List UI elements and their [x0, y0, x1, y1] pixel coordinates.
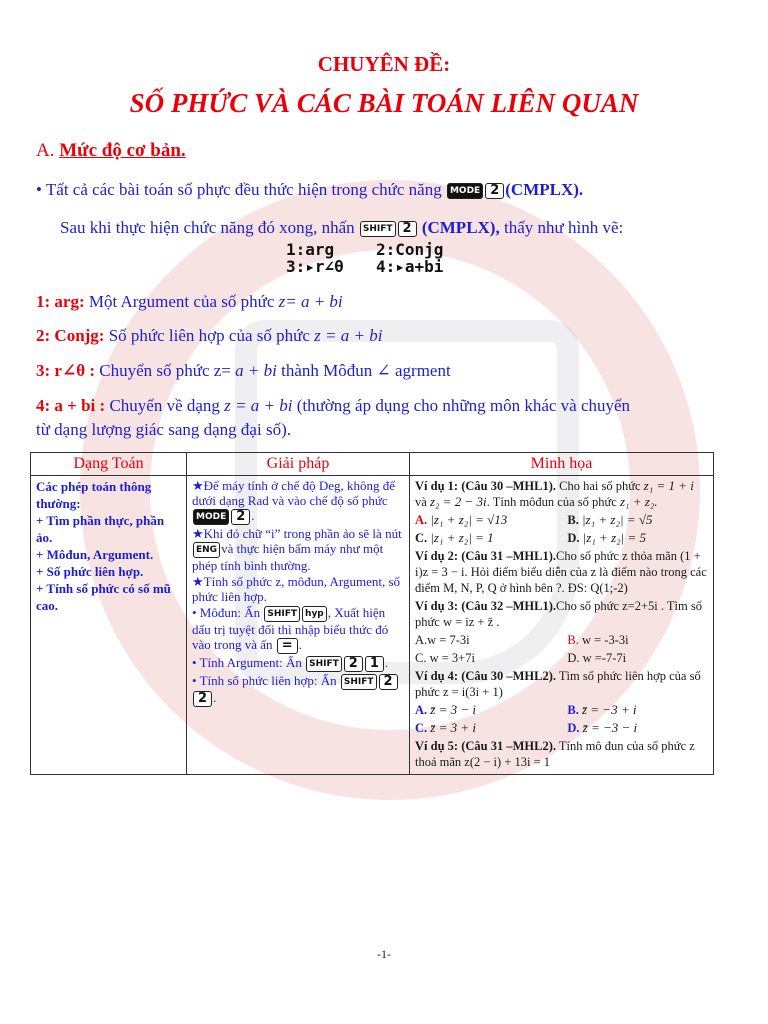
key-2-icon: 2 — [344, 656, 363, 672]
solution-step: • Môđun: Ấn SHIFT hyp , Xuất hiện dấu trị tuyệt đối thì nhập biểu thức đó vào trong và ấn = . — [192, 605, 389, 654]
key-1-icon: 1 — [365, 656, 384, 672]
example-3: Ví dụ 3: (Câu 32 –MHL1).Cho số phức z=2+5i . Tìm số phức w = iz + z̄ . — [415, 599, 702, 629]
example-5: Ví dụ 5: (Câu 31 –MHL2). Tính mô đun của số phức z thoả mãn z(2 − i) + 13i = 1 — [415, 739, 695, 769]
shift-key-icon: SHIFT — [360, 221, 396, 237]
key-2-icon: 2 — [193, 691, 212, 707]
def-conjg: 2: Conjg: Số phức liên hợp của số phức z = a + bi — [36, 326, 383, 345]
equals-key-icon: = — [277, 638, 298, 654]
examples-cell — [410, 476, 714, 775]
example-1-options-cd: C. |z₁ + z₂| = 1 D. |z₁ + z₂| = 5 — [415, 530, 647, 545]
example-2: Ví dụ 2: (Câu 31 –MHL1).Cho số phức z thỏa mãn (1 + i)z = 3 − i. Hỏi điểm biểu diễn của z là điểm nào trong các điểm M, N, P, Q ở hình bên ?. ĐS: Q(1;-2) — [415, 549, 707, 595]
method-table — [30, 452, 714, 775]
key-2-icon: 2 — [231, 509, 250, 525]
problem-type: + Tìm phần thực, phần ảo. — [36, 513, 165, 545]
example-3-options-ab: A.w = 7-3i B. w = -3-3i — [415, 633, 629, 647]
hyp-key-icon: hyp — [302, 606, 327, 622]
eng-key-icon: ENG — [193, 542, 220, 558]
section-heading: A. Mức độ cơ bản. — [36, 140, 186, 161]
intro-line-2: Sau khi thực hiện chức năng đó xong, nhấn SHIFT 2 (CMPLX), thấy như hình vẽ: — [60, 218, 624, 237]
intro-line-1: • Tất cả các bài toán số phực đều thức hiện trong chức năng MODE 2 (CMPLX). — [36, 180, 584, 199]
header-example: Minh họa — [410, 453, 714, 476]
example-1-options-ab: A. |z₁ + z₂| = √13 B. |z₁ + z₂| = √5 — [415, 512, 653, 527]
topic-heading: CHUYÊN ĐỀ: — [317, 52, 451, 76]
mode-key-icon: MODE — [193, 509, 229, 525]
shift-key-icon: SHIFT — [264, 606, 300, 622]
problem-type: + Tính số phức có số mũ cao. — [36, 581, 171, 613]
solution-step: ★Khi đó chữ “i” trong phần ảo sẽ là nút ENG và thực hiện bấm máy như một phép tính bình thường. — [192, 526, 402, 574]
page-title: SỐ PHỨC VÀ CÁC BÀI TOÁN LIÊN QUAN — [129, 88, 639, 118]
problem-type: Các phép toán thông thường: — [36, 479, 152, 511]
calculator-screen: 1:arg 2:Conjg 3:▸r∠θ 4:▸a+bi — [286, 240, 444, 276]
example-4-options-cd: C. z̄ = 3 + i D. z̄ = −3 − i — [415, 720, 638, 735]
page-number: -1- — [377, 947, 391, 961]
problem-type: + Số phức liên hợp. — [36, 564, 144, 579]
solution-step: • Tính số phức liên hợp: Ấn SHIFT 22 . — [192, 673, 404, 707]
def-algebraic: 4: a + bi : Chuyển về dạng z = a + bi (thường áp dụng cho những môn khác và chuyển — [36, 396, 631, 415]
shift-key-icon: SHIFT — [341, 674, 377, 690]
key-2-icon: 2 — [485, 183, 504, 199]
mode-key-icon: MODE — [447, 183, 483, 199]
header-solution: Giải pháp — [187, 453, 410, 476]
problem-types-cell — [31, 476, 187, 775]
example-4-options-ab: A. z̄ = 3 − i B. z̄ = −3 + i — [415, 702, 637, 717]
solution-step: ★Để máy tính ở chế độ Deg, không để dưới dạng Rad và vào chế độ số phức MODE 2 . — [192, 478, 396, 525]
key-2-icon: 2 — [379, 674, 398, 690]
header-problem-type: Dạng Toán — [31, 453, 187, 476]
solution-step: • Tính Argument: Ấn SHIFT 2 1 . — [192, 655, 389, 672]
def-algebraic-cont: từ dạng lượng giác sang dạng đại số). — [36, 420, 291, 439]
solution-step: ★Tính số phức z, môđun, Argument, số phức liên hợp. — [192, 574, 401, 605]
problem-type: + Môđun, Argument. — [36, 547, 154, 562]
example-4: Ví dụ 4: (Câu 30 –MHL2). Tìm số phức liên hợp của số phức z = i(3i + 1) — [415, 669, 701, 699]
def-polar: 3: r∠θ : Chuyển số phức z= a + bi thành Môđun ∠ agrment — [36, 361, 451, 380]
key-2-icon: 2 — [398, 221, 417, 237]
solutions-cell — [187, 476, 410, 775]
shift-key-icon: SHIFT — [306, 656, 342, 672]
example-3-options-cd: C. w = 3+7i D. w =-7-7i — [415, 651, 627, 665]
def-arg: 1: arg: Một Argument của số phức z= a + bi — [36, 292, 343, 311]
example-1: Ví dụ 1: (Câu 30 –MHL1). Cho hai số phức z₁ = 1 + i và z₂ = 2 − 3i. Tính môđun của số phức z₁ + z₂. — [415, 478, 694, 509]
